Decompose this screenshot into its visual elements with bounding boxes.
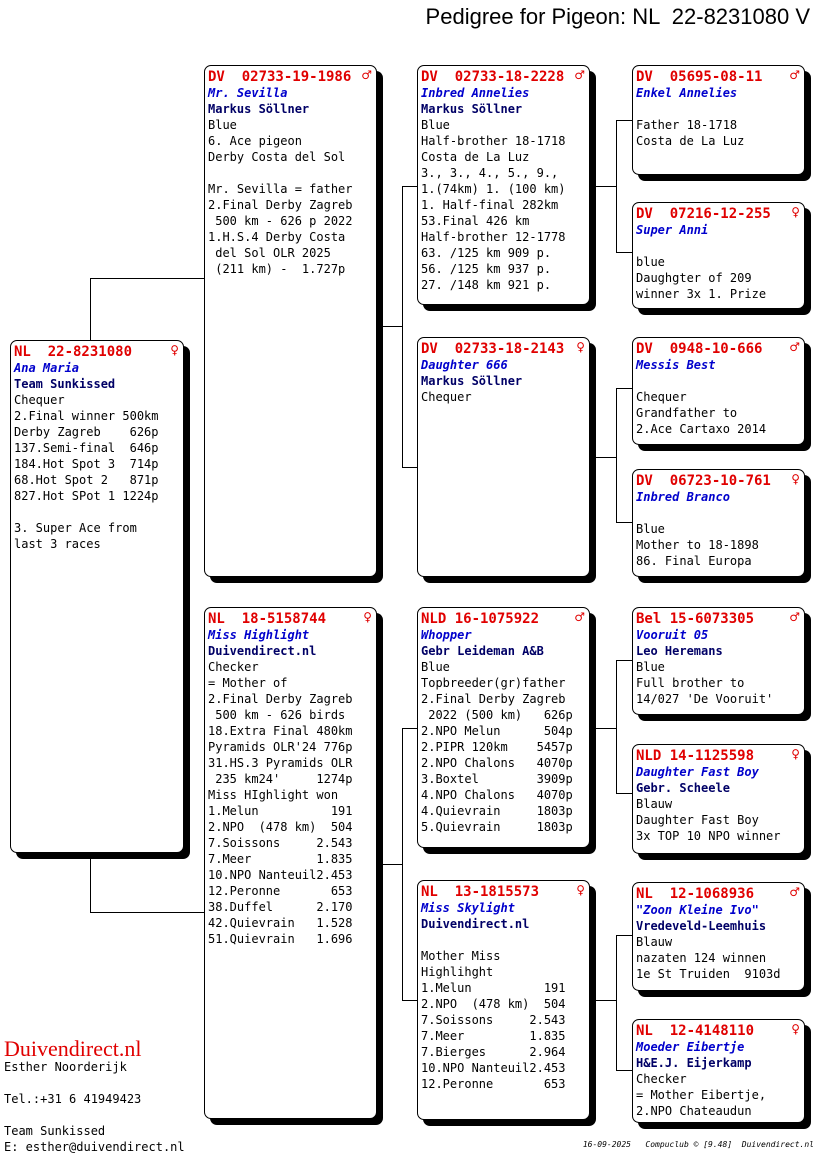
info-line: Blauw [636,935,673,949]
info-line: Derby Costa del Sol [208,150,346,164]
info-line: Miss HIghlight won [208,788,339,802]
info-line: Blauw [636,797,673,811]
connector-line [616,388,617,522]
connector-line [596,186,616,187]
info-line: 2.Ace Cartaxo 2014 [636,422,767,436]
breeder-name: Gebr. Scheele [636,781,730,795]
info-line: Blue [208,118,237,132]
info-line: Blue [636,522,665,536]
ring-number: DV 07216-12-255 [636,206,771,222]
card-header [208,69,373,85]
card-header [636,341,801,357]
connector-line [383,326,402,327]
info-line: 7.Meer 1.835 [208,852,353,866]
info-line: 7.Soissons 2.543 [208,836,353,850]
info-line: 2.NPO (478 km) 504 [421,997,566,1011]
ring-number: NL 12-1068936 [636,886,755,902]
info-line: 51.Quievrain 1.696 [208,932,353,946]
ring-number: NLD 14-1125598 [636,748,755,764]
ring-number: NL 22-8231080 [14,344,133,360]
pigeon-name: Daughter Fast Boy [636,765,759,779]
pigeon-name: "Zoon Kleine Ivo" [636,903,759,917]
female-icon: ♀ [791,472,800,486]
info-line: 38.Duffel 2.170 [208,900,353,914]
breeder-name: Vredeveld-Leemhuis [636,919,767,933]
contact-phone: Tel.:+31 6 41949423 [4,1092,142,1106]
info-line: 1.(74km) 1. (100 km) [421,182,566,196]
connector-line [616,660,617,793]
ring-number: NL 12-4148110 [636,1023,755,1039]
pigeon-card-fff [632,65,805,175]
info-line [208,165,373,181]
pigeon-card-mother-father [417,607,590,848]
connector-line [596,728,616,729]
contact-team: Team Sunkissed [4,1124,106,1138]
info-line: 1.Melun 191 [421,981,566,995]
card-header [14,344,180,360]
connector-line [596,457,616,458]
pigeon-card-fmf [632,337,805,445]
info-line: 1.H.S.4 Derby Costa [208,230,346,244]
ring-number: DV 02733-18-2143 [421,341,565,357]
pigeon-name: Super Anni [636,223,709,237]
info-line: Mr. Sevilla = father [208,182,353,196]
breeder-name: H&E.J. Eijerkamp [636,1056,752,1070]
info-line: 14/027 'De Vooruit' [636,692,774,706]
info-line: 86. Final Europa [636,554,752,568]
ring-number: NL 13-1815573 [421,884,540,900]
connector-line [402,186,403,467]
info-line: Grandfather to [636,406,738,420]
info-line: 184.Hot Spot 3 714p [14,457,159,471]
info-line: 12.Peronne 653 [208,884,353,898]
breeder-name: Duivendirect.nl [421,917,530,931]
pigeon-name: Inbred Branco [636,490,730,504]
info-line: 27. /148 km 921 p. [421,278,552,292]
connector-line [402,186,417,187]
info-line: Checker [208,660,259,674]
card-header [421,69,586,85]
print-info: 16-09-2025 Compuclub © [9.48] Duivendirect.nl [582,1140,814,1149]
info-line: 2.Final Derby Zagreb [208,692,353,706]
breeder-name: Team Sunkissed [14,377,116,391]
ring-number: DV 06723-10-761 [636,473,771,489]
info-line: Daughter Fast Boy [636,813,759,827]
card-header [421,341,586,357]
info-line: 2.Final Derby Zagreb [208,198,353,212]
female-icon: ♀ [576,883,585,897]
info-line: 3.Boxtel 3909p [421,772,573,786]
card-header [636,473,801,489]
card-header [421,611,586,627]
pigeon-name: Daughter 666 [421,358,508,372]
info-line: Costa de La Luz [421,150,530,164]
pigeon-name: Whopper [421,628,472,642]
info-line: Mother to 18-1898 [636,538,759,552]
info-line: 137.Semi-final 646p [14,441,159,455]
info-line: Chequer [636,390,687,404]
pigeon-name: Mr. Sevilla [208,86,288,100]
info-line: 3. Super Ace from [14,521,137,535]
pigeon-name: Moeder Eibertje [636,1040,745,1054]
contact-name: Esther Noorderijk [4,1060,127,1074]
connector-line [616,1070,632,1071]
pigeon-card-ffm [632,202,805,309]
info-line: 2.Final winner 500km [14,409,159,423]
female-icon: ♀ [791,747,800,761]
info-line: 3., 3., 4., 5., 9., [421,166,559,180]
info-line: Father 18-1718 [636,118,738,132]
info-line: Pyramids OLR'24 776p [208,740,353,754]
connector-line [616,522,632,523]
info-line: 2022 (500 km) 626p [421,708,573,722]
ring-number: NL 18-5158744 [208,611,327,627]
info-line [636,373,801,389]
info-line: Half-brother 18-1718 [421,134,566,148]
breeder-name: Duivendirect.nl [208,644,317,658]
info-line: 4.Quievrain 1803p [421,804,573,818]
connector-line [90,858,91,912]
info-line: 1. Half-final 282km [421,198,559,212]
pigeon-name: Enkel Annelies [636,86,738,100]
info-line: Full brother to [636,676,745,690]
female-icon: ♀ [791,205,800,219]
info-line: 68.Hot Spot 2 871p [14,473,159,487]
card-header [636,1023,801,1039]
info-line: 1e St Truiden 9103d [636,967,781,981]
male-icon: ♂ [789,68,800,82]
info-line: Daughgter of 209 [636,271,752,285]
info-line: nazaten 124 winnen [636,951,767,965]
info-line: del Sol OLR 2025 [208,246,331,260]
connector-line [616,935,632,936]
page-title: Pedigree for Pigeon: NL 22-8231080 V [425,4,810,29]
ring-number: DV 0948-10-666 [636,341,763,357]
info-line: 2.NPO Chalons 4070p [421,756,573,770]
card-header [636,886,801,902]
info-line: 827.Hot SPot 1 1224p [14,489,159,503]
connector-line [402,728,403,1000]
info-line: Half-brother 12-1778 [421,230,566,244]
info-line: 235 km24' 1274p [208,772,353,786]
pigeon-name: Miss Skylight [421,901,515,915]
pigeon-name: Miss Highlight [208,628,310,642]
pigeon-name: Ana Maria [14,361,80,375]
info-line: 2.PIPR 120km 5457p [421,740,573,754]
card-header [636,69,801,85]
info-line: 2.NPO Melun 504p [421,724,573,738]
info-line: Checker [636,1072,687,1086]
card-header [208,611,373,627]
info-line: 5.Quievrain 1803p [421,820,573,834]
info-line: 2.Final Derby Zagreb [421,692,566,706]
info-line: last 3 races [14,537,101,551]
info-line: 500 km - 626 birds [208,708,346,722]
connector-line [616,388,632,389]
breeder-name: Markus Söllner [421,102,523,116]
pigeon-card-mfm [632,744,805,854]
contact-email: E: esther@duivendirect.nl [4,1140,185,1154]
info-line: 56. /125 km 937 p. [421,262,552,276]
info-line: 18.Extra Final 480km [208,724,353,738]
info-line: 500 km - 626 p 2022 [208,214,353,228]
info-line: Chequer [421,390,472,404]
info-line: Blue [636,660,665,674]
brand-logo-text: Duivendirect.nl [4,1036,142,1061]
ring-number: DV 05695-08-11 [636,69,763,85]
ring-number: DV 02733-18-2228 [421,69,565,85]
info-line: Highlihght [421,965,494,979]
pigeon-name: Inbred Annelies [421,86,530,100]
info-line: 7.Bierges 2.964 [421,1045,566,1059]
info-line [421,932,586,948]
breeder-name: Gebr Leideman A&B [421,644,544,658]
info-line: blue [636,255,665,269]
male-icon: ♂ [574,68,585,82]
connector-line [402,1000,417,1001]
info-line: 10.NPO Nanteuil2.453 [421,1061,566,1075]
male-icon: ♂ [574,610,585,624]
pigeon-card-mmm [632,1019,805,1123]
pigeon-card-mff [632,607,805,715]
connector-line [90,278,91,340]
pigeon-card-mmf [632,882,805,991]
breeder-name: Markus Söllner [421,374,523,388]
connector-line [616,660,632,661]
info-line: = Mother of [208,676,288,690]
info-line [636,505,801,521]
connector-line [383,864,402,865]
pigeon-card-subject [10,340,184,853]
breeder-name: Markus Söllner [208,102,310,116]
pigeon-name: Messis Best [636,358,716,372]
info-line: winner 3x 1. Prize [636,287,767,301]
ring-number: NLD 16-1075922 [421,611,540,627]
info-line: 7.Meer 1.835 [421,1029,566,1043]
ring-number: Bel 15-6073305 [636,611,755,627]
female-icon: ♀ [170,343,179,357]
pigeon-card-fmm [632,469,805,577]
male-icon: ♂ [361,68,372,82]
info-line: Chequer [14,393,65,407]
card-header [636,611,801,627]
info-line: Costa de La Luz [636,134,745,148]
pigeon-card-mother-mother [417,880,590,1120]
info-line: Blue [421,660,450,674]
connector-line [90,912,204,913]
male-icon: ♂ [789,610,800,624]
info-line: Mother Miss [421,949,501,963]
info-line: (211 km) - 1.727p [208,262,346,276]
connector-line [616,120,617,252]
connector-line [616,793,632,794]
info-line: 7.Soissons 2.543 [421,1013,566,1027]
info-line [14,504,180,520]
info-line: = Mother Eibertje, [636,1088,767,1102]
info-line: 4.NPO Chalons 4070p [421,788,573,802]
info-line: 2.NPO Chateaudun [636,1104,752,1118]
info-line: 31.HS.3 Pyramids OLR [208,756,353,770]
info-line: 6. Ace pigeon [208,134,302,148]
card-header [636,206,801,222]
connector-line [616,120,632,121]
info-line: 53.Final 426 km [421,214,530,228]
female-icon: ♀ [363,610,372,624]
info-line: 10.NPO Nanteuil2.453 [208,868,353,882]
info-line: Derby Zagreb 626p [14,425,159,439]
connector-line [616,935,617,1070]
info-line: Topbreeder(gr)father [421,676,566,690]
info-line: 42.Quievrain 1.528 [208,916,353,930]
connector-line [596,1000,616,1001]
pigeon-card-mother [204,607,377,1119]
card-header [636,748,801,764]
connector-line [402,467,417,468]
male-icon: ♂ [789,340,800,354]
connector-line [90,278,204,279]
pigeon-name: Vooruit 05 [636,628,709,642]
info-line: 63. /125 km 909 p. [421,246,552,260]
male-icon: ♂ [789,885,800,899]
connector-line [402,728,417,729]
card-header [421,884,586,900]
pigeon-card-father-father [417,65,590,305]
info-line: 1.Melun 191 [208,804,353,818]
female-icon: ♀ [791,1022,800,1036]
info-line: 2.NPO (478 km) 504 [208,820,353,834]
info-line: Blue [421,118,450,132]
pigeon-card-father-mother [417,337,590,577]
info-line [636,101,801,117]
pigeon-card-father [204,65,377,577]
info-line: 3x TOP 10 NPO winner [636,829,781,843]
breeder-name: Leo Heremans [636,644,723,658]
connector-line [616,252,632,253]
info-line: 12.Peronne 653 [421,1077,566,1091]
female-icon: ♀ [576,340,585,354]
info-line [636,238,801,254]
ring-number: DV 02733-19-1986 [208,69,352,85]
